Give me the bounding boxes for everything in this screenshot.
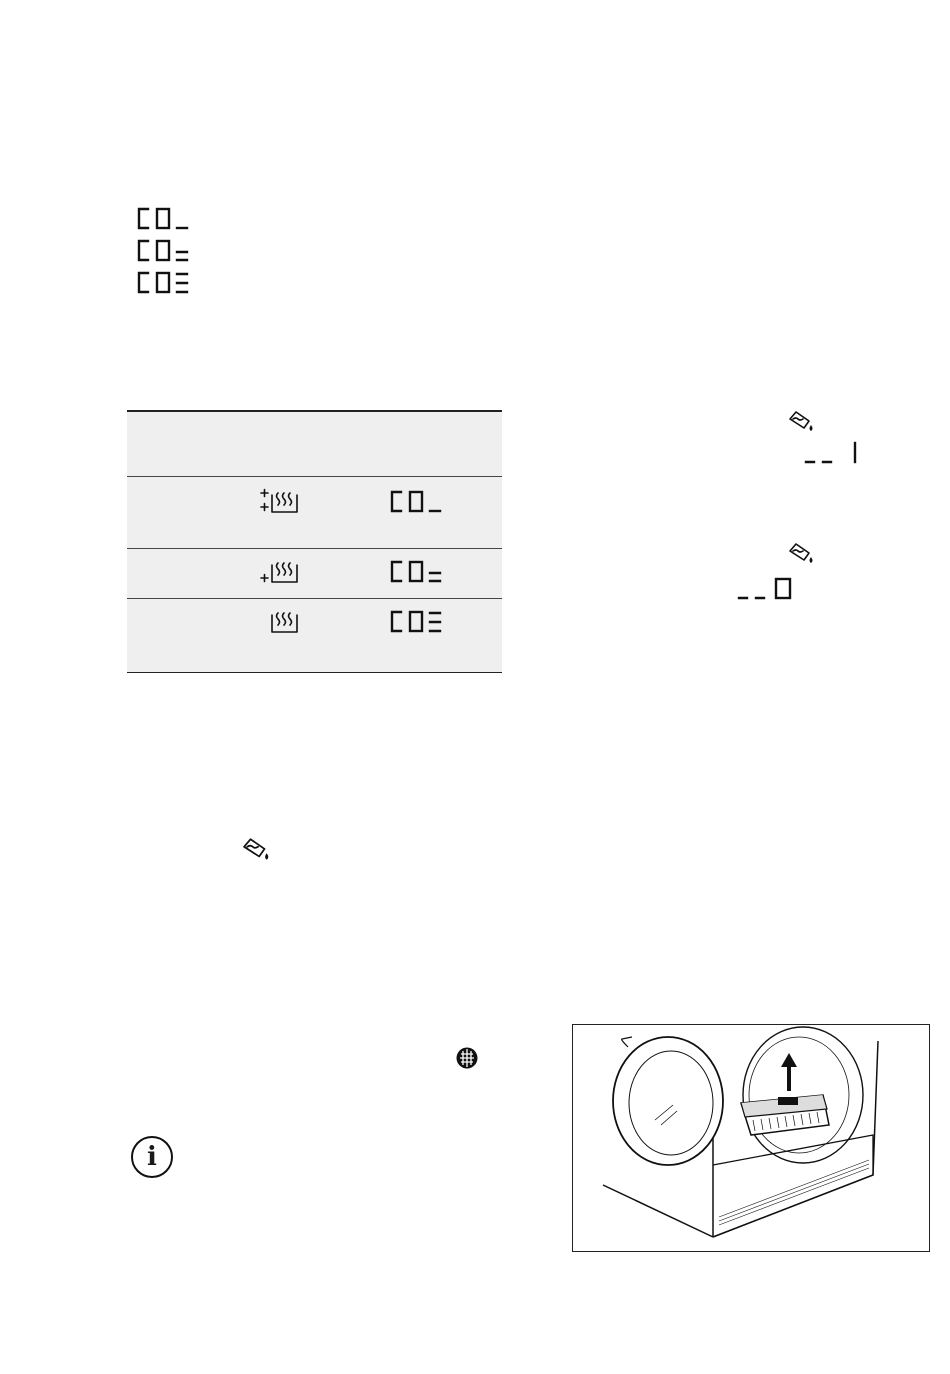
dryer-drawing xyxy=(573,1025,929,1251)
info-icon xyxy=(131,1136,173,1178)
display-co-level-3 xyxy=(389,609,449,635)
display-tank-on xyxy=(803,440,863,466)
water-tank-icon xyxy=(240,836,274,864)
display-co-level-2 xyxy=(136,238,196,264)
water-tank-icon xyxy=(787,541,817,567)
conductivity-settings-table xyxy=(127,410,502,673)
display-tank-off xyxy=(736,576,800,602)
dryer-condenser-removal-illustration xyxy=(572,1024,930,1252)
dryness-plus-plus-icon xyxy=(257,487,301,517)
conductivity-code-list xyxy=(136,206,196,296)
info-symbol: i xyxy=(147,1142,157,1172)
display-co-level-1 xyxy=(389,489,449,515)
display-co-level-1 xyxy=(136,206,196,232)
table-row xyxy=(127,548,502,599)
dryness-icon xyxy=(257,607,301,637)
table-row xyxy=(127,598,502,671)
filter-icon xyxy=(455,1046,479,1070)
table-row xyxy=(127,476,502,549)
display-co-level-3 xyxy=(136,270,196,296)
dryness-plus-icon xyxy=(257,557,301,587)
display-co-level-2 xyxy=(389,559,449,585)
water-tank-icon xyxy=(787,409,817,435)
